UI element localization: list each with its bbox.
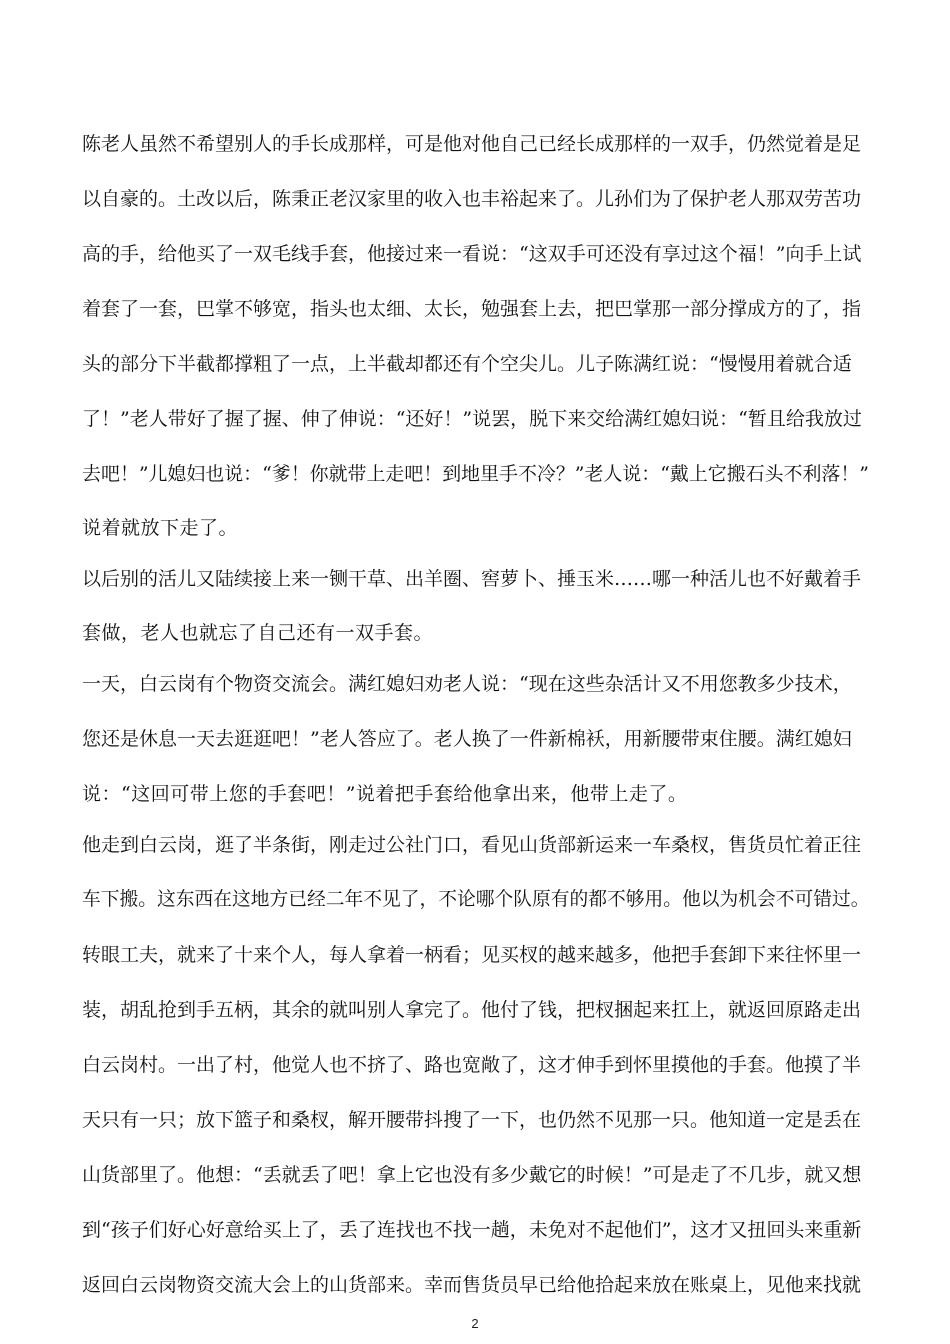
- text-line: 车下搬。这东西在这地方已经二年不见了，不论哪个队原有的都不够用。他以为机会不可错过。: [82, 889, 870, 910]
- text-line: 您还是休息一天去逛逛吧！”老人答应了。老人换了一件新棉袄，用新腰带束住腰。满红媳妇: [82, 728, 852, 750]
- text-line: 白云岗村。一出了村，他觉人也不挤了、路也宽敞了，这才伸手到怀里摸他的手套。他摸了半: [82, 1054, 862, 1076]
- text-line: 以后别的活儿又陆续接上来一铡干草、出羊圈、窖萝卜、捶玉米……哪一种活儿也不好戴着手: [82, 568, 862, 590]
- text-line: 去吧！”儿媳妇也说：“爹！你就带上走吧！到地里手不冷？”老人说：“戴上它搬石头不利落！”: [82, 463, 869, 485]
- text-line: 了！”老人带好了握了握、伸了伸说：“还好！”说罢，脱下来交给满红媳妇说：“暂且给我放过: [82, 408, 862, 430]
- text-line: 装，胡乱抢到手五柄，其余的就叫别人拿完了。他付了钱，把杈捆起来扛上，就返回原路走出: [82, 999, 862, 1021]
- text-line: 以自豪的。土改以后，陈秉正老汉家里的收入也丰裕起来了。儿孙们为了保护老人那双劳苦功: [82, 188, 862, 210]
- text-line: 头的部分下半截都撑粗了一点，上半截却都还有个空尖儿。儿子陈满红说：“慢慢用着就合适: [82, 353, 852, 375]
- text-line: 说着就放下走了。: [82, 517, 239, 539]
- text-line: 着套了一套，巴掌不够宽，指头也太细、太长，勉强套上去，把巴掌那一部分撑成方的了，指: [82, 298, 862, 320]
- text-line: 高的手，给他买了一双毛线手套，他接过来一看说：“这双手可还没有享过这个福！”向手上试: [82, 243, 862, 265]
- text-line: 一天，白云岗有个物资交流会。满红媳妇劝老人说：“现在这些杂活计又不用您教多少技术，: [82, 673, 852, 695]
- text-line: 套做，老人也就忘了自己还有一双手套。: [82, 622, 434, 644]
- text-line: 他走到白云岗，逛了半条街，刚走过公社门口，看见山货部新运来一车桑杈，售货员忙着正往: [82, 834, 862, 856]
- text-line: 转眼工夫，就来了十来个人，每人拿着一柄看；见买杈的越来越多，他把手套卸下来往怀里一: [82, 944, 862, 966]
- text-line: 返回白云岗物资交流大会上的山货部来。幸而售货员早已给他拾起来放在账桌上，见他来找就: [82, 1274, 862, 1296]
- text-line: 山货部里了。他想：“丢就丢了吧！拿上它也没有多少戴它的时候！”可是走了不几步，就又想: [82, 1164, 862, 1186]
- text-line: 说：“这回可带上您的手套吧！”说着把手套给他拿出来，他带上走了。: [82, 783, 688, 805]
- text-line: 天只有一只；放下篮子和桑杈，解开腰带抖搜了一下，也仍然不见那一只。他知道一定是丢在: [82, 1109, 862, 1131]
- page-number: 2: [471, 1316, 479, 1331]
- text-line: 到“孩子们好心好意给买上了，丢了连找也不找一趟，未免对不起他们”，这才又扭回头来重新: [82, 1219, 862, 1241]
- text-line: 陈老人虽然不希望别人的手长成那样，可是他对他自己已经长成那样的一双手，仍然觉着是足: [82, 133, 862, 155]
